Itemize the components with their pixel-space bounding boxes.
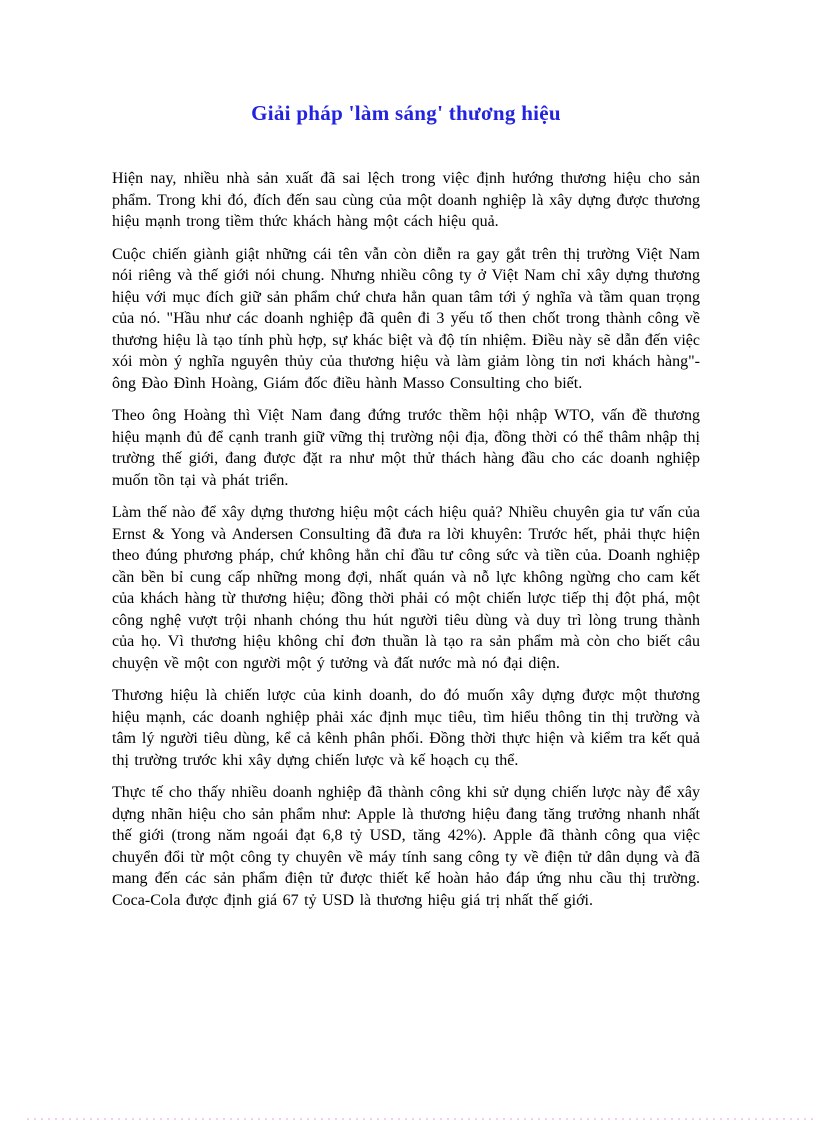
document-title: Giải pháp 'làm sáng' thương hiệu: [251, 101, 561, 125]
paragraph-1: Hiện nay, nhiều nhà sản xuất đã sai lệch trong việc định hướng thương hiệu cho sản phẩm. Trong khi đó, đích đến sau cùng của một doanh nghiệp là xây dựng được thương hiệu mạnh trong tiềm thức khách hàng một cách hiệu quả.: [112, 170, 700, 230]
document-content: [112, 0, 700, 922]
paragraph-2: Cuộc chiến giành giật những cái tên vẫn còn diễn ra gay gắt trên thị trường Việt Nam nói riêng và thế giới nói chung. Nhưng nhiều công ty ở Việt Nam chỉ xây dựng thương hiệu với mục đích giữ sản phẩm chứ chưa hẳn quan tâm tới ý nghĩa và tầm quan trọng của nó. "Hầu như các doanh nghiệp đã quên đi 3 yếu tố then chốt trong thành công về thương hiệu là tạo tính phù hợp, sự khác biệt và độ tín nhiệm. Điều này sẽ dẫn đến việc xói mòn ý nghĩa nguyên thủy của thương hiệu và làm giảm lòng tin nơi khách hàng"- ông Đào Đình Hoàng, Giám đốc điều hành Masso Consulting cho biết.: [112, 245, 700, 392]
paragraph-5: Thương hiệu là chiến lược của kinh doanh, do đó muốn xây dựng được một thương hiệu mạnh, các doanh nghiệp phải xác định mục tiêu, tìm hiểu thông tin thị trường và tâm lý người tiêu dùng, kể cả kênh phân phối. Đồng thời thực hiện và kiểm tra kết quả thị trường trước khi xây dựng chiến lược và kế hoạch cụ thể.: [112, 687, 700, 769]
paragraph-6: Thực tế cho thấy nhiều doanh nghiệp đã thành công khi sử dụng chiến lược này để xây dựng nhãn hiệu cho sản phẩm như: Apple là thương hiệu đang tăng trưởng nhanh nhất thế giới (trong năm ngoái đạt 6,8 tỷ USD, tăng 42%). Apple đã thành công qua việc chuyển đổi từ một công ty chuyên về máy tính sang công ty về điện tử dân dụng và đã mang đến các sản phẩm điện tử được thiết kế hoàn hảo đáp ứng nhu cầu thị trường. Coca-Cola được định giá 67 tỷ USD là thương hiệu giá trị nhất thế giới.: [112, 784, 700, 909]
paragraph-3: Theo ông Hoàng thì Việt Nam đang đứng trước thềm hội nhập WTO, vấn đề thương hiệu mạnh đủ để cạnh tranh giữ vững thị trường nội địa, đồng thời có thể thâm nhập thị trường thế giới, đang được đặt ra như một thử thách hàng đầu cho các doanh nghiệp muốn tồn tại và phát triển.: [112, 407, 700, 489]
page-boundary-dotted-line: [27, 1118, 816, 1120]
paragraph-4: Làm thế nào để xây dựng thương hiệu một cách hiệu quả? Nhiều chuyên gia tư vấn của Ernst & Yong và Andersen Consulting đã đưa ra lời khuyên: Trước hết, phải thực hiện theo đúng phương pháp, chứ không hẳn chỉ đầu tư công sức và tiền của. Doanh nghiệp cần bền bỉ cung cấp những mong đợi, nhất quán và nỗ lực không ngừng cho cam kết của khách hàng từ thương hiệu; đồng thời phải có một chiến lược tiếp thị đột phá, một công nghệ vượt trội nhanh chóng thu hút người tiêu dùng và duy trì lòng trung thành của họ. Vì thương hiệu không chỉ đơn thuần là tạo ra sản phẩm mà còn cho biết câu chuyện về một con người một ý tưởng và đất nước mà nó đại diện.: [112, 504, 700, 672]
